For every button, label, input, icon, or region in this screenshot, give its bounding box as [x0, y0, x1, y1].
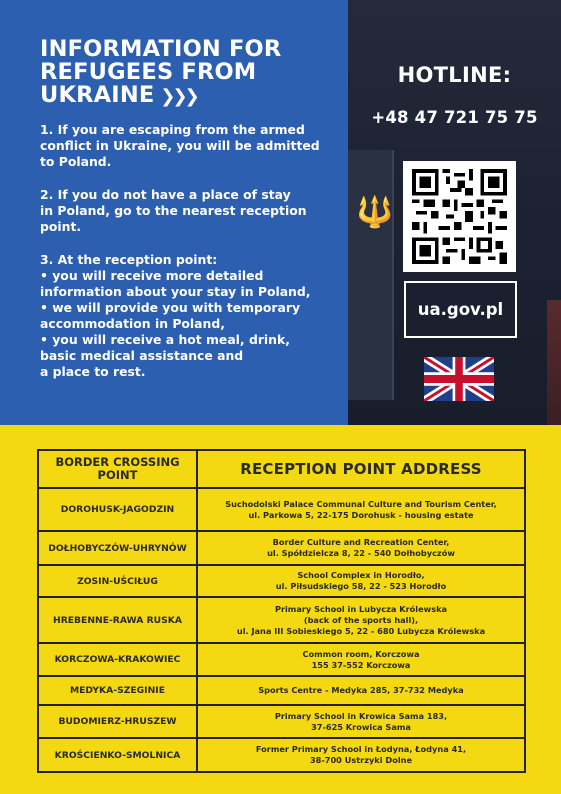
hotline-phone[interactable]: +48 47 721 75 75: [371, 108, 538, 127]
title-line: UKRAINE: [40, 82, 155, 108]
uk-flag-icon[interactable]: [424, 357, 494, 401]
title-line: INFORMATION FOR: [40, 36, 282, 62]
crossing-cell: KROŚCIENKO-SMOLNICA: [38, 738, 197, 772]
crossing-cell: KORCZOWA-KRAKOWIEC: [38, 643, 197, 676]
address-cell: Former Primary School in Łodyna, Łodyna 41, 38-700 Ustrzyki Dolne: [197, 738, 525, 772]
table-header-row: [38, 450, 525, 488]
background-stripe: [547, 300, 561, 425]
crossing-cell: MEDYKA-SZEGINIE: [38, 676, 197, 705]
address-cell: Common room, Korczowa 155 37-552 Korczowa: [197, 643, 525, 676]
table-row: [38, 676, 525, 705]
address-cell: Border Culture and Recreation Center, ul. Spółdzielcza 8, 22 - 540 Dołhobyczów: [197, 531, 525, 565]
address-cell: Primary School in Krowica Sama 183, 37-625 Krowica Sama: [197, 705, 525, 738]
page-title: [40, 38, 328, 108]
table-row: [38, 565, 525, 597]
qr-code-icon[interactable]: [403, 161, 516, 272]
crossing-cell: DOROHUSK-JAGODZIN: [38, 488, 197, 531]
address-cell: School Complex in Horodło, ul. Piłsudskiego 58, 22 - 523 Horodło: [197, 565, 525, 597]
table-row: [38, 643, 525, 676]
header-reception-address: RECEPTION POINT ADDRESS: [197, 450, 525, 488]
reception-points-table-wrap: [37, 449, 526, 773]
reception-points-table: [37, 449, 526, 773]
info-point-3: 3. At the reception point: • you will receive more detailed information about your stay in Poland, • we will provide you with temporary accommodation in Poland, • you will receive a hot meal, drink, basic medical assistance and a place to rest.: [40, 252, 311, 379]
table-row: [38, 738, 525, 772]
address-cell: Suchodolski Palace Communal Culture and Tourism Center, ul. Parkowa 5, 22-175 Dorohusk - housing estate: [197, 488, 525, 531]
trident-icon: 🔱: [356, 195, 394, 230]
address-cell: Sports Centre - Medyka 285, 37-732 Medyka: [197, 676, 525, 705]
table-row: [38, 705, 525, 738]
header-border-crossing: BORDER CROSSING POINT: [38, 450, 197, 488]
contact-panel: [348, 0, 561, 425]
info-point-1: 1. If you are escaping from the armed conflict in Ukraine, you will be admitted to Poland.: [40, 122, 320, 169]
title-line: REFUGEES FROM: [40, 59, 257, 85]
chevrons-icon: ❯❯❯: [160, 86, 197, 107]
crossing-cell: ZOSIN-UŚCIŁUG: [38, 565, 197, 597]
table-row: [38, 597, 525, 643]
crossing-cell: BUDOMIERZ-HRUSZEW: [38, 705, 197, 738]
table-row: [38, 488, 525, 531]
crossing-cell: HREBENNE-RAWA RUSKA: [38, 597, 197, 643]
table-row: [38, 531, 525, 565]
info-point-2: 2. If you do not have a place of stay in Poland, go to the nearest reception point.: [40, 187, 307, 234]
website-link[interactable]: ua.gov.pl: [404, 281, 517, 338]
crossing-cell: DOŁHOBYCZÓW-UHRYNÓW: [38, 531, 197, 565]
hotline-label: HOTLINE:: [397, 63, 512, 87]
info-panel: [0, 0, 348, 425]
address-cell: Primary School in Lubycza Królewska (back of the sports hall), ul. Jana III Sobieskiego 5, 22 - 680 Lubycza Królewska: [197, 597, 525, 643]
